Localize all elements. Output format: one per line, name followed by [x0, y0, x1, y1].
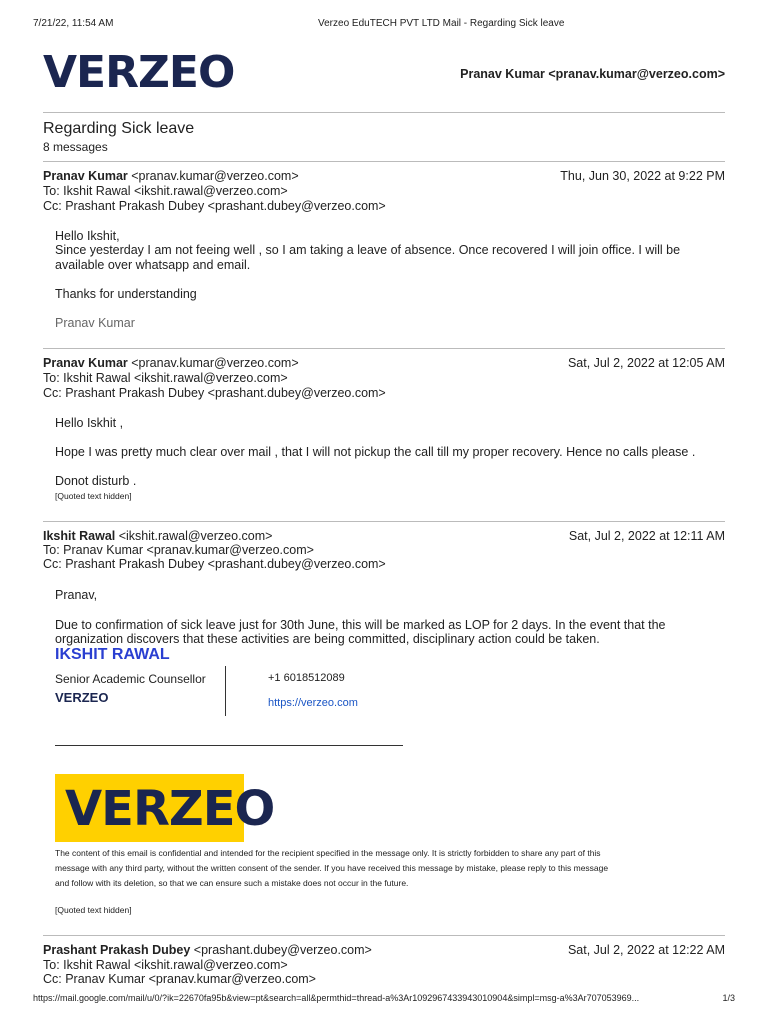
- message-count: 8 messages: [43, 140, 108, 154]
- message-cc: Cc: Prashant Prakash Dubey <prashant.dubey@verzeo.com>: [43, 386, 386, 400]
- message-body-line: Donot disturb .: [55, 474, 137, 488]
- disclaimer-line: The content of this email is confidential and intended for the recipient specified in the message only. It is strictly forbidden to share any part of this: [55, 848, 601, 858]
- signature-company: VERZEO: [55, 690, 109, 705]
- sender-name: Pranav Kumar: [43, 356, 128, 370]
- message-body-line: Since yesterday I am not feeing well , so I am taking a leave of absence. Once recovered I will join office. I will be: [55, 243, 681, 257]
- sender-name: Prashant Prakash Dubey: [43, 943, 191, 957]
- print-url: https://mail.google.com/mail/u/0/?ik=22670fa95b&view=pt&search=all&permthid=thread-a%3Ar1092967433943010904&simpl=msg-a%3Ar707053969...: [33, 993, 640, 1003]
- signature-website-link[interactable]: https://verzeo.com: [268, 697, 358, 709]
- message-to: To: Pranav Kumar <pranav.kumar@verzeo.com>: [43, 543, 314, 557]
- message-body-line: Thanks for understanding: [55, 287, 197, 301]
- divider: [43, 521, 725, 522]
- quoted-text-hidden[interactable]: [Quoted text hidden]: [55, 491, 132, 501]
- sender-email: <prashant.dubey@verzeo.com>: [193, 943, 372, 957]
- message-to: To: Ikshit Rawal <ikshit.rawal@verzeo.com>: [43, 371, 288, 385]
- divider: [43, 161, 725, 162]
- message-sender: [43, 356, 299, 371]
- sender-name: Ikshit Rawal: [43, 529, 116, 543]
- divider: [43, 935, 725, 936]
- signature-divider: [225, 666, 226, 716]
- print-datetime: 7/21/22, 11:54 AM: [33, 18, 114, 29]
- message-sender: [43, 943, 372, 958]
- signature-rule: [55, 745, 403, 746]
- message-cc: Cc: Prashant Prakash Dubey <prashant.dubey@verzeo.com>: [43, 199, 386, 213]
- message-date: Thu, Jun 30, 2022 at 9:22 PM: [560, 169, 725, 183]
- verzeo-banner: [55, 774, 275, 842]
- thread-subject: Regarding Sick leave: [43, 120, 195, 137]
- message-to: To: Ikshit Rawal <ikshit.rawal@verzeo.com>: [43, 184, 288, 198]
- disclaimer-line: message with any third party, without the written consent of the sender. If you have received this message by mistake, please reply to this message: [55, 863, 609, 873]
- message-sender: [43, 169, 299, 184]
- message-date: Sat, Jul 2, 2022 at 12:05 AM: [567, 356, 725, 370]
- message-to: To: Ikshit Rawal <ikshit.rawal@verzeo.com>: [43, 958, 288, 972]
- banner-logo: VERZEO: [65, 781, 275, 837]
- sender-email: <pranav.kumar@verzeo.com>: [131, 356, 299, 370]
- divider: [43, 348, 725, 349]
- message-body-line: Pranav,: [55, 588, 98, 602]
- account-user: Pranav Kumar <pranav.kumar@verzeo.com>: [460, 67, 725, 81]
- quoted-text-hidden[interactable]: [Quoted text hidden]: [55, 905, 132, 915]
- message-body-line: Due to confirmation of sick leave just for 30th June, this will be marked as LOP for 2 days. In the event that the: [55, 618, 666, 632]
- message-body-line: Hope I was pretty much clear over mail , that I will not pickup the call till my proper recovery. Hence no calls please .: [55, 445, 696, 459]
- disclaimer: [55, 846, 608, 891]
- message-cc: Cc: Prashant Prakash Dubey <prashant.dubey@verzeo.com>: [43, 557, 386, 571]
- sender-name: Pranav Kumar: [43, 169, 128, 183]
- print-title: Verzeo EduTECH PVT LTD Mail - Regarding Sick leave: [318, 18, 565, 29]
- print-page-number: 1/3: [722, 993, 735, 1003]
- message-body-line: Hello Iskhit ,: [55, 416, 124, 430]
- message-date: Sat, Jul 2, 2022 at 12:11 AM: [568, 529, 725, 543]
- sender-email: <pranav.kumar@verzeo.com>: [131, 169, 299, 183]
- signature-role: Senior Academic Counsellor: [55, 672, 206, 686]
- message-cc: Cc: Pranav Kumar <pranav.kumar@verzeo.com>: [43, 972, 316, 986]
- divider: [43, 112, 725, 113]
- sender-email: <ikshit.rawal@verzeo.com>: [118, 529, 273, 543]
- message-body-line: organization discovers that these activities are being committed, disciplinary action could be taken.: [55, 632, 600, 646]
- message-body-line: Hello Ikshit,: [55, 229, 120, 243]
- message-date: Sat, Jul 2, 2022 at 12:22 AM: [567, 943, 725, 957]
- message-sender: [43, 529, 272, 544]
- signature-phone: +1 6018512089: [268, 672, 345, 684]
- signature-name: IKSHIT RAWAL: [55, 646, 170, 663]
- message-signature: Pranav Kumar: [55, 316, 135, 330]
- message-body-line: available over whatsapp and email.: [55, 258, 251, 272]
- disclaimer-line: and follow with its deletion, so that we can ensure such a mistake does not occur in the future.: [55, 878, 409, 888]
- verzeo-logo: VERZEO: [43, 47, 235, 98]
